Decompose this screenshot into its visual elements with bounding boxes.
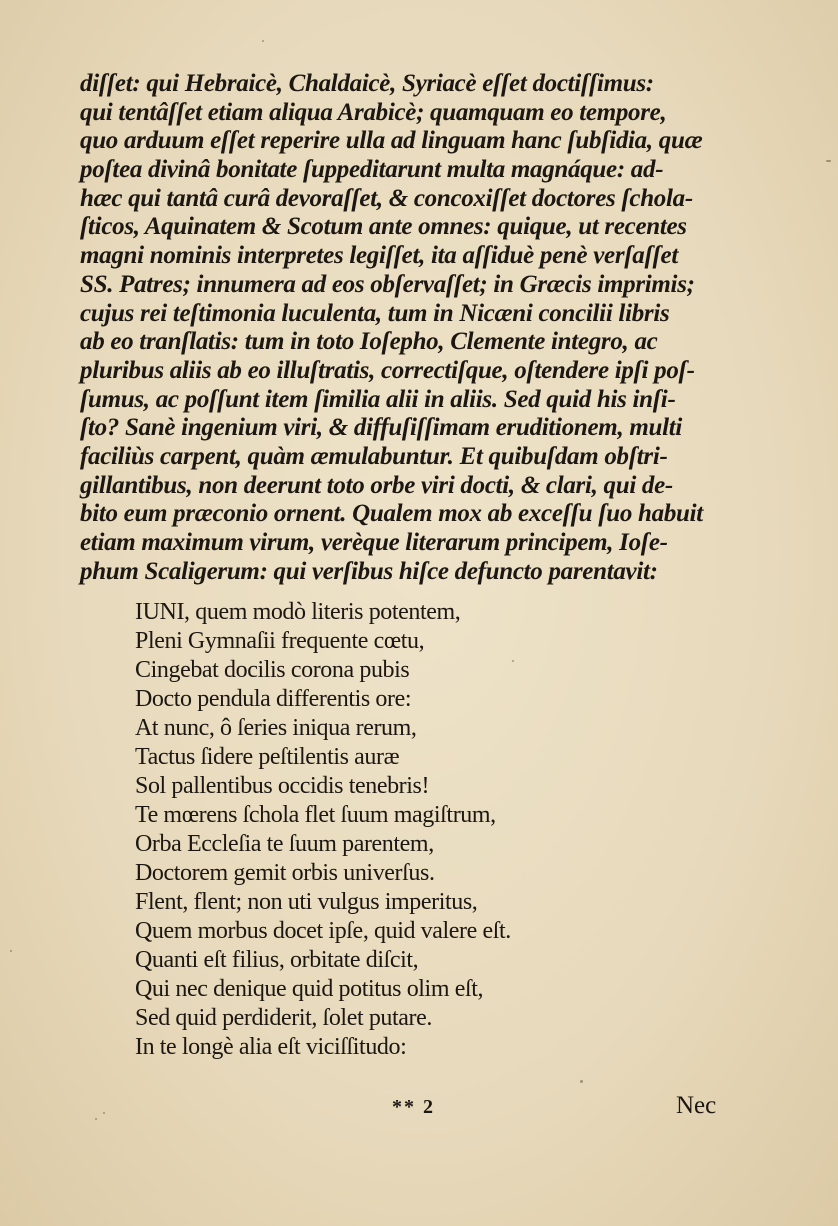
prose-line: faciliùs carpent, quàm æmulabuntur. Et quibuſdam obſtri- bbox=[80, 442, 668, 470]
prose-line: gillantibus, non deerunt toto orbe viri docti, & clari, qui de- bbox=[80, 471, 673, 499]
prose-line: ſumus, ac poſſunt item ſimilia alii in aliis. Sed quid his inſi- bbox=[80, 385, 676, 413]
prose-paragraph bbox=[80, 70, 760, 586]
verse-line: Tactus ſidere peſtilentis auræ bbox=[135, 744, 400, 770]
verse-line: Sed quid perdiderit, ſolet putare. bbox=[135, 1005, 432, 1031]
prose-line: cujus rei teſtimonia luculenta, tum in Nicæni concilii libris bbox=[80, 299, 670, 327]
signature-mark: ** 2 bbox=[392, 1096, 435, 1118]
prose-line: ab eo tranſlatis: tum in toto Ioſepho, Clemente integro, ac bbox=[80, 328, 658, 356]
verse-line: Orba Eccleſia te ſuum parentem, bbox=[135, 831, 434, 857]
paper-speck bbox=[262, 40, 264, 42]
paper-speck bbox=[512, 660, 514, 662]
paper-speck bbox=[580, 1080, 583, 1083]
prose-line: poſtea divinâ bonitate ſuppeditarunt multa magnáque: ad- bbox=[80, 156, 664, 184]
prose-line: ſticos, Aquinatem & Scotum ante omnes: quique, ut recentes bbox=[80, 213, 687, 241]
verse-line: Te mœrens ſchola flet ſuum magiſtrum, bbox=[135, 802, 496, 828]
prose-line: ſto? Sanè ingenium viri, & diffuſiſſimam eruditionem, multi bbox=[80, 414, 683, 442]
paper-speck bbox=[826, 160, 831, 162]
prose-line: hæc qui tantâ curâ devoraſſet, & concoxiſſet doctores ſchola- bbox=[80, 184, 693, 212]
prose-line: quo arduum eſſet reperire ulla ad linguam hanc ſubſidia, quæ bbox=[80, 127, 703, 155]
verse-line: At nunc, ô ſeries iniqua rerum, bbox=[135, 715, 417, 741]
prose-line: phum Scaligerum: qui verſibus hiſce defuncto parentavit: bbox=[80, 557, 658, 585]
verse-line: Pleni Gymnaſii frequente cœtu, bbox=[135, 628, 425, 654]
prose-line: diſſet: qui Hebraicè, Chaldaicè, Syriacè eſſet doctiſſimus: bbox=[80, 70, 654, 97]
verse-line: Sol pallentibus occidis tenebris! bbox=[135, 773, 430, 799]
prose-line: SS. Patres; innumera ad eos obſervaſſet; in Græcis imprimis; bbox=[80, 270, 695, 298]
verse-line: Flent, flent; non uti vulgus imperitus, bbox=[135, 889, 478, 915]
verse-line: Cingebat docilis corona pubis bbox=[135, 657, 410, 683]
verse-line: Docto pendula differentis ore: bbox=[135, 686, 412, 712]
prose-line: etiam maximum virum, verèque literarum principem, Ioſe- bbox=[80, 529, 668, 556]
prose-line: qui tentâſſet etiam aliqua Arabicè; quamquam eo tempore, bbox=[80, 98, 667, 126]
catchword: Nec bbox=[676, 1092, 717, 1119]
paper-speck bbox=[10, 950, 12, 952]
verse-line: Doctorem gemit orbis univerſus. bbox=[135, 860, 435, 886]
verse-line: Quanti eſt filius, orbitate diſcit, bbox=[135, 947, 419, 973]
prose-line: pluribus aliis ab eo illuſtratis, correctiſque, oſtendere ipſi poſ- bbox=[80, 356, 695, 384]
paper-speck bbox=[103, 1112, 105, 1114]
verse-line: Quem morbus docet ipſe, quid valere eſt. bbox=[135, 918, 511, 944]
prose-line: magni nominis interpretes legiſſet, ita aſſiduè penè verſaſſet bbox=[80, 242, 678, 270]
verse-line: Qui nec denique quid potitus olim eſt, bbox=[135, 976, 484, 1002]
verse-line: IUNI, quem modò literis potentem, bbox=[135, 599, 461, 625]
verse-line: In te longè alia eſt viciſſitudo: bbox=[135, 1034, 407, 1060]
paper-speck bbox=[95, 1118, 97, 1120]
verse-block bbox=[135, 598, 755, 1062]
prose-line: bito eum præconio ornent. Qualem mox ab exceſſu ſuo habuit bbox=[80, 500, 703, 528]
